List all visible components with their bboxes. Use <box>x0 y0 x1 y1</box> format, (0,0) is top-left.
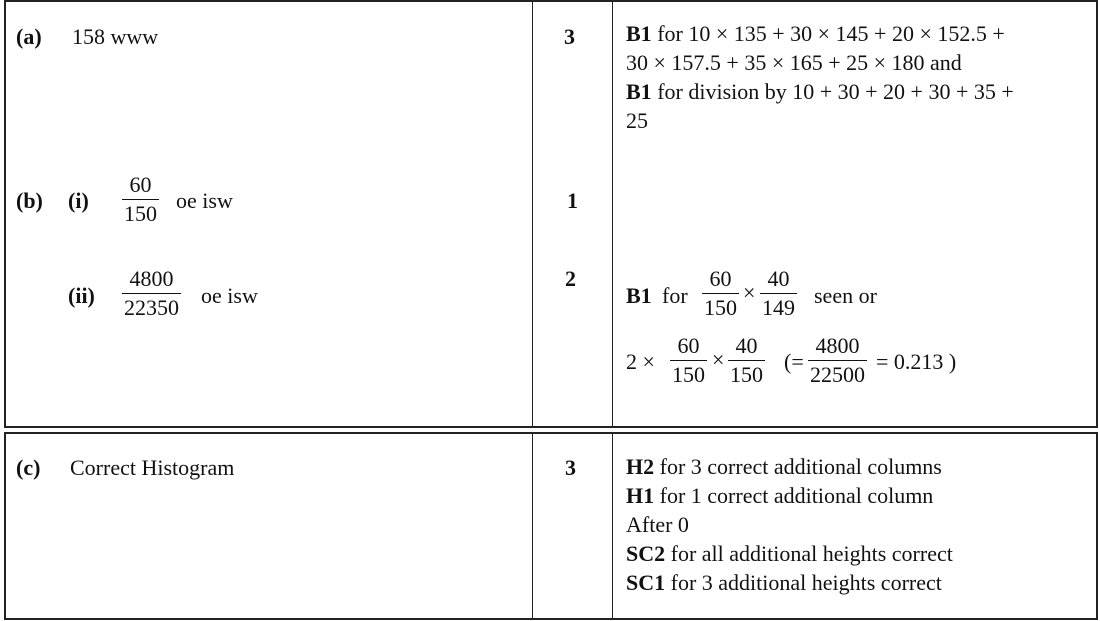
column-divider-mark <box>532 434 533 618</box>
part-b-i-label: (i) <box>68 188 89 213</box>
fraction-denominator: 150 <box>730 362 763 387</box>
guidance-line: 30 × 157.5 + 35 × 165 + 25 × 180 and <box>626 50 962 75</box>
part-b-ii-guidance-bold: B1 <box>626 283 652 308</box>
guidance-fraction-4 <box>728 335 765 386</box>
guidance-fraction-3 <box>670 335 707 386</box>
part-c-guidance <box>626 452 953 597</box>
fraction-numerator: 60 <box>129 172 152 197</box>
guidance-line: SC1 for 3 additional heights correct <box>626 570 942 595</box>
part-b-ii-guidance-for: for <box>662 283 688 308</box>
guidance-line: SC2 for all additional heights correct <box>626 541 953 566</box>
guidance-fraction-5 <box>808 335 867 386</box>
fraction-numerator: 4800 <box>815 333 860 358</box>
open-paren-equals: (= <box>784 349 804 374</box>
part-b-i-mark: 1 <box>567 188 578 213</box>
part-b-ii-label: (ii) <box>68 283 95 308</box>
part-b-i-suffix: oe isw <box>176 188 233 213</box>
part-a-label: (a) <box>16 24 42 49</box>
fraction-denominator: 149 <box>762 295 795 320</box>
fraction-numerator: 40 <box>767 266 790 291</box>
mark-scheme-table-1 <box>4 0 1098 428</box>
part-b-i-fraction <box>122 174 159 225</box>
result-text: = 0.213 ) <box>876 349 957 374</box>
column-divider-guidance <box>612 2 613 426</box>
two-times-prefix: 2 × <box>626 349 655 374</box>
part-a-answer: 158 www <box>72 24 159 49</box>
part-c-label: (c) <box>16 455 41 480</box>
fraction-denominator: 22500 <box>810 362 865 387</box>
part-b-ii-suffix: oe isw <box>201 283 258 308</box>
guidance-fraction-1 <box>702 268 739 319</box>
fraction-numerator: 60 <box>677 333 700 358</box>
guidance-line: After 0 <box>626 512 689 537</box>
part-b-label: (b) <box>16 188 43 213</box>
column-divider-mark <box>532 2 533 426</box>
fraction-numerator: 60 <box>709 266 732 291</box>
times-sign: × <box>712 347 725 372</box>
guidance-line: H2 for 3 correct additional columns <box>626 454 942 479</box>
part-a-mark: 3 <box>564 24 575 49</box>
part-c-mark: 3 <box>565 455 576 480</box>
fraction-denominator: 150 <box>704 295 737 320</box>
fraction-denominator: 150 <box>672 362 705 387</box>
part-b-ii-fraction <box>122 268 181 319</box>
guidance-line: B1 for 10 × 135 + 30 × 145 + 20 × 152.5 + <box>626 21 1005 46</box>
column-divider-guidance <box>612 434 613 618</box>
guidance-line: B1 for division by 10 + 30 + 20 + 30 + 35 + <box>626 79 1014 104</box>
mark-scheme-table-2 <box>4 432 1098 620</box>
seen-or-text: seen or <box>814 283 877 308</box>
times-sign: × <box>743 280 756 305</box>
part-b-ii-mark: 2 <box>565 266 576 291</box>
fraction-denominator: 150 <box>124 201 157 226</box>
part-a-guidance <box>626 19 1014 135</box>
guidance-fraction-2 <box>760 268 797 319</box>
fraction-numerator: 4800 <box>129 266 174 291</box>
fraction-numerator: 40 <box>735 333 758 358</box>
guidance-line: 25 <box>626 108 648 133</box>
guidance-line: H1 for 1 correct additional column <box>626 483 934 508</box>
fraction-denominator: 22350 <box>124 295 179 320</box>
part-c-answer: Correct Histogram <box>70 455 235 480</box>
